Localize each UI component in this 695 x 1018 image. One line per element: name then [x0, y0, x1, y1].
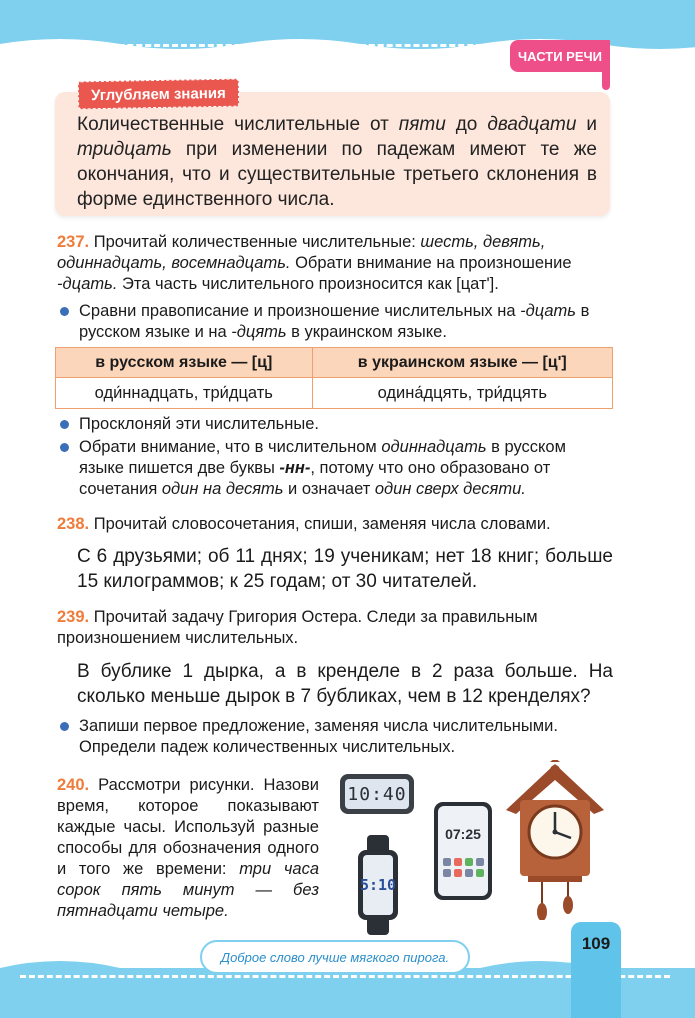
smartphone-image	[434, 802, 492, 900]
bullet-dot	[60, 722, 69, 731]
bullet-decline: Просклоняй эти числительные.	[57, 414, 613, 435]
task-number: 237.	[57, 233, 90, 251]
top-dash-line	[20, 44, 500, 47]
table-cell-ua: одина́дцять, три́дцять	[312, 378, 612, 409]
task-239-problem: В бублике 1 дырка, а в кренделе в 2 раза больше. На сколько меньше дырок в 7 бубликах, чем в 12 кренделях?	[77, 661, 613, 707]
comparison-table	[55, 347, 613, 409]
proverb-banner: Доброе слово лучше мягкого пирога.	[200, 940, 470, 974]
section-label: ЧАСТИ РЕЧИ	[510, 40, 610, 72]
bullet-write: Запиши первое предложение, заменяя числа числительными. Определи падеж количественных числительных.	[57, 716, 613, 758]
table-header-ru: в русском языке — [ц]	[56, 348, 313, 378]
bullet-dot	[60, 307, 69, 316]
smartwatch-image	[358, 835, 398, 935]
task-240: 240. Рассмотри рисунки. Назови время, которое показывают каждые часы. Используй разные способы для обозначения одного и того же времени: три часа сорок пять минут — без пятнадцати четыре.	[57, 776, 320, 920]
knowledge-tag: Углубляем знания	[78, 79, 239, 110]
task-number: 239.	[57, 608, 90, 626]
task-238: 238. Прочитай словосочетания, спиши, заменяя числа словами.	[57, 515, 551, 533]
knowledge-text: Количественные числительные от пяти до двадцати и тридцать при изменении по падежам имеют те же окончания, что и существительные третьего склонения в форме единственного числа.	[77, 114, 597, 210]
bullet-dot	[60, 420, 69, 429]
digital-clock-display: 10:40	[345, 779, 409, 809]
digital-clock-image	[340, 774, 414, 814]
watch-display: 5:10	[363, 855, 393, 915]
task-237: 237. Прочитай количественные числительные: шесть, девять, одиннадцать, восемнадцать. Обрати внимание на произношение -дцать. Эта часть числительного произносится как [цат'].	[57, 233, 572, 293]
bullet-dot	[60, 443, 69, 452]
cuckoo-clock-image	[500, 760, 610, 920]
bullet-attention: Обрати внимание, что в числительном одиннадцать в русском языке пишется две буквы -нн-, потому что оно образовано от сочетания один на десять и означает один сверх десяти.	[57, 437, 613, 500]
table-header-ua: в украинском языке — [ц']	[312, 348, 612, 378]
task-238-example: С 6 друзьями; об 11 днях; 19 ученикам; нет 18 книг; больше 15 килограммов; к 25 годам; от 30 читателей.	[77, 546, 613, 592]
task-239: 239. Прочитай задачу Григория Остера. Следи за правильным произношением числительных.	[57, 608, 538, 647]
task-number: 238.	[57, 515, 90, 533]
bullet-compare: Сравни правописание и произношение числительных на -дцать в русском языке и на -дцять в украинском языке.	[57, 301, 613, 343]
page-number: 109	[581, 934, 611, 953]
table-cell-ru: оди́ннадцать, три́дцать	[56, 378, 313, 409]
phone-time: 07:25	[445, 826, 481, 842]
task-number: 240.	[57, 776, 90, 794]
